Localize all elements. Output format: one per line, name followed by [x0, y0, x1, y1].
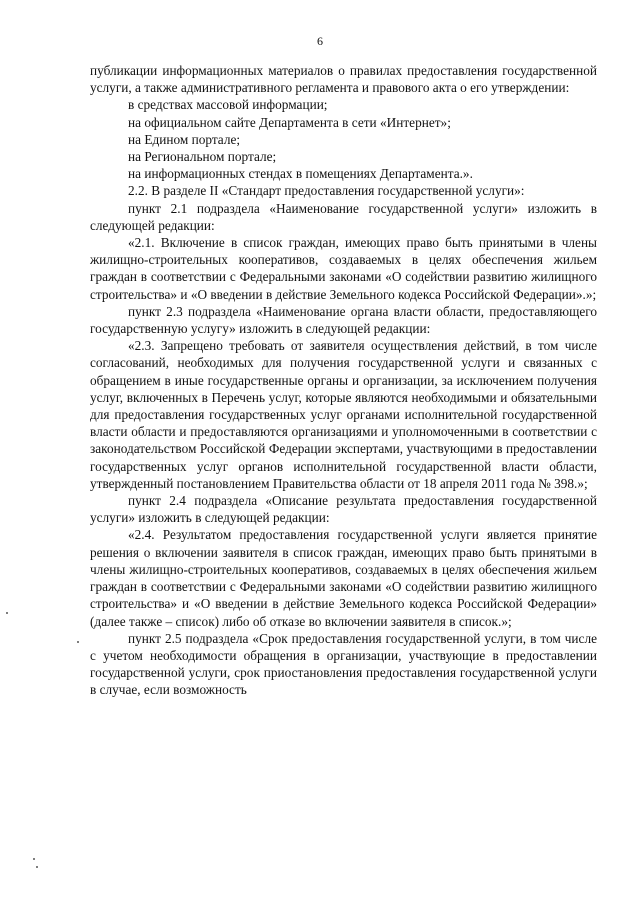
list-item-unified-portal: на Едином портале;: [128, 131, 241, 147]
list-item-info-stands: на информационных стендах в помещениях Департамента.».: [128, 166, 473, 182]
scan-speck: [77, 641, 79, 643]
paragraph-item-2-4-instruction: пункт 2.4 подраздела «Описание результата предоставления государственной услуги» изложить в следующей редакции:: [90, 493, 597, 526]
scan-speck: [33, 858, 35, 860]
paragraph-item-2-3-instruction: пункт 2.3 подраздела «Наименование органа власти области, предоставляющего государственную услугу» изложить в следующей редакции:: [90, 303, 597, 337]
paragraph-item-2-1-instruction: пункт 2.1 подраздела «Наименование государственной услуги» изложить в следующей редакции:: [90, 200, 597, 233]
paragraph-item-2-3-text: «2.3. Запрещено требовать от заявителя осуществления действий, в том числе согласований, необходимых для получения государственной услуги и связанных с обращением в иные государственные органы и организации, за исключением получения услуг, включенных в Перечень услуг, которые являются необходимыми и обязательными для предоставления государственных услуг органами исполнительной государственной власти области и предоставляются организациями и уполномоченными в соответствии с законодательством Российской Федерации экспертами, участвующими в предоставлении государственных услуг органов исполнительной государственной власти области, утвержденный постановлением Правительства области от 18 апреля 2011 года № 398.»;: [90, 338, 597, 491]
scan-speck: [36, 866, 38, 868]
paragraph-item-2-5-instruction: пункт 2.5 подраздела «Срок предоставления государственной услуги, в том числе с учетом необходимости обращения в организации, участвующие в предоставлении государственной услуги, срок приостановления предоставления государственной услуги в случае, если возможность: [90, 630, 597, 698]
list-item-media: в средствах массовой информации;: [128, 97, 328, 113]
list-item-official-site: на официальном сайте Департамента в сети «Интернет»;: [128, 114, 451, 130]
list-item-regional-portal: на Региональном портале;: [128, 149, 277, 165]
paragraph-section-2-2: 2.2. В разделе II «Стандарт предоставления государственной услуги»:: [128, 183, 525, 199]
scan-speck: [6, 612, 8, 614]
paragraph-item-2-4-text: «2.4. Результатом предоставления государственной услуги является принятие решения о включении заявителя в список граждан, имеющих право быть принятыми в члены жилищно-строительных кооперативов, создаваемых в целях обеспечения жильем граждан в соответствии с Федеральными законами «О содействии развитию жилищного строительства» и «О введении в действие Земельного кодекса Российской Федерации» (далее также – список) либо об отказе во включении заявителя в список.»;: [90, 527, 597, 629]
document-body: [90, 62, 597, 699]
page-number: 6: [317, 34, 323, 48]
paragraph-item-2-1-text: «2.1. Включение в список граждан, имеющих право быть принятыми в члены жилищно-строительных кооперативов, создаваемых в целях обеспечения жильем граждан в соответствии с Федеральными законами «О содействии развитию жилищного строительства» и «О введении в действие Земельного кодекса Российской Федерации».»;: [90, 235, 597, 302]
paragraph-continuation: публикации информационных материалов о правилах предоставления государственной услуги, а также административного регламента и правового акта о его утверждении:: [90, 63, 597, 96]
